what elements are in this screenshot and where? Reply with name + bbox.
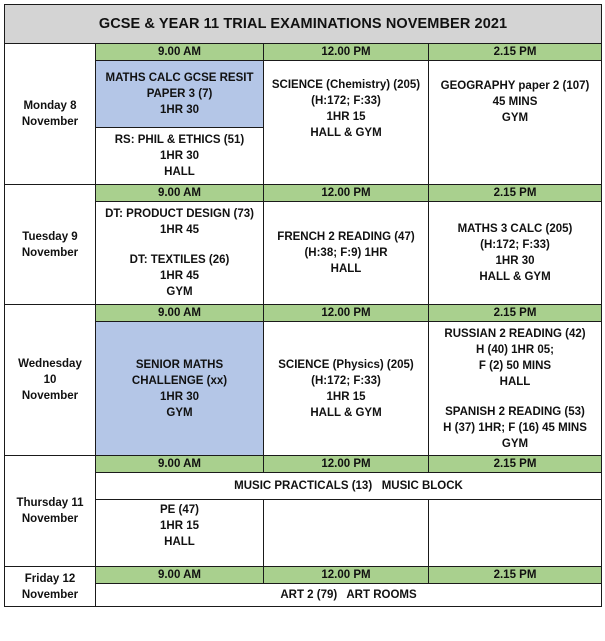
- exam-cell-monday-afternoon: GEOGRAPHY paper 2 (107) 45 MINS GYM: [429, 61, 602, 185]
- exam-cell-wednesday-midday: SCIENCE (Physics) (205) (H:172; F:33) 1HR 15 HALL & GYM: [264, 322, 429, 456]
- exam-cell-monday-am-1: MATHS CALC GCSE RESIT PAPER 3 (7) 1HR 30: [96, 61, 264, 128]
- exam-cell-wednesday-afternoon: RUSSIAN 2 READING (42) H (40) 1HR 05; F (2) 50 MINS HALL SPANISH 2 READING (53) H (37) 1HR; F (16) 45 MINS GYM: [429, 322, 602, 456]
- exam-cell-tuesday-am: DT: PRODUCT DESIGN (73) 1HR 45 DT: TEXTILES (26) 1HR 45 GYM: [96, 202, 264, 305]
- exam-banner-friday: ART 2 (79) ART ROOMS: [96, 584, 602, 607]
- slot-header-midday: 12.00 PM: [264, 44, 429, 61]
- slot-header-afternoon: 2.15 PM: [429, 567, 602, 584]
- exam-cell-wednesday-am: SENIOR MATHS CHALLENGE (xx) 1HR 30 GYM: [96, 322, 264, 456]
- slot-header-am: 9.00 AM: [96, 185, 264, 202]
- slot-header-midday: 12.00 PM: [264, 567, 429, 584]
- slot-header-am: 9.00 AM: [96, 456, 264, 473]
- exam-cell-tuesday-afternoon: MATHS 3 CALC (205) (H:172; F:33) 1HR 30 HALL & GYM: [429, 202, 602, 305]
- slot-header-afternoon: 2.15 PM: [429, 185, 602, 202]
- exam-cell-thursday-midday-empty: [264, 500, 429, 567]
- slot-header-am: 9.00 AM: [96, 567, 264, 584]
- day-label-tuesday: Tuesday 9 November: [5, 185, 96, 305]
- day-label-friday: Friday 12 November: [5, 567, 96, 607]
- exam-banner-thursday: MUSIC PRACTICALS (13) MUSIC BLOCK: [96, 473, 602, 500]
- slot-header-midday: 12.00 PM: [264, 456, 429, 473]
- slot-header-afternoon: 2.15 PM: [429, 44, 602, 61]
- slot-header-afternoon: 2.15 PM: [429, 456, 602, 473]
- exam-cell-tuesday-midday: FRENCH 2 READING (47) (H:38; F:9) 1HR HALL: [264, 202, 429, 305]
- slot-header-midday: 12.00 PM: [264, 185, 429, 202]
- exam-cell-monday-midday: SCIENCE (Chemistry) (205) (H:172; F:33) 1HR 15 HALL & GYM: [264, 61, 429, 185]
- day-label-monday: Monday 8 November: [5, 44, 96, 185]
- slot-header-afternoon: 2.15 PM: [429, 305, 602, 322]
- exam-cell-monday-am-2: RS: PHIL & ETHICS (51) 1HR 30 HALL: [96, 128, 264, 185]
- slot-header-am: 9.00 AM: [96, 305, 264, 322]
- day-label-thursday: Thursday 11 November: [5, 456, 96, 567]
- exam-cell-thursday-afternoon-empty: [429, 500, 602, 567]
- timetable-title: GCSE & YEAR 11 TRIAL EXAMINATIONS NOVEMBER 2021: [5, 5, 602, 44]
- exam-timetable: [4, 4, 602, 607]
- slot-header-midday: 12.00 PM: [264, 305, 429, 322]
- slot-header-am: 9.00 AM: [96, 44, 264, 61]
- exam-cell-thursday-am: PE (47) 1HR 15 HALL: [96, 500, 264, 567]
- day-label-wednesday: Wednesday 10 November: [5, 305, 96, 456]
